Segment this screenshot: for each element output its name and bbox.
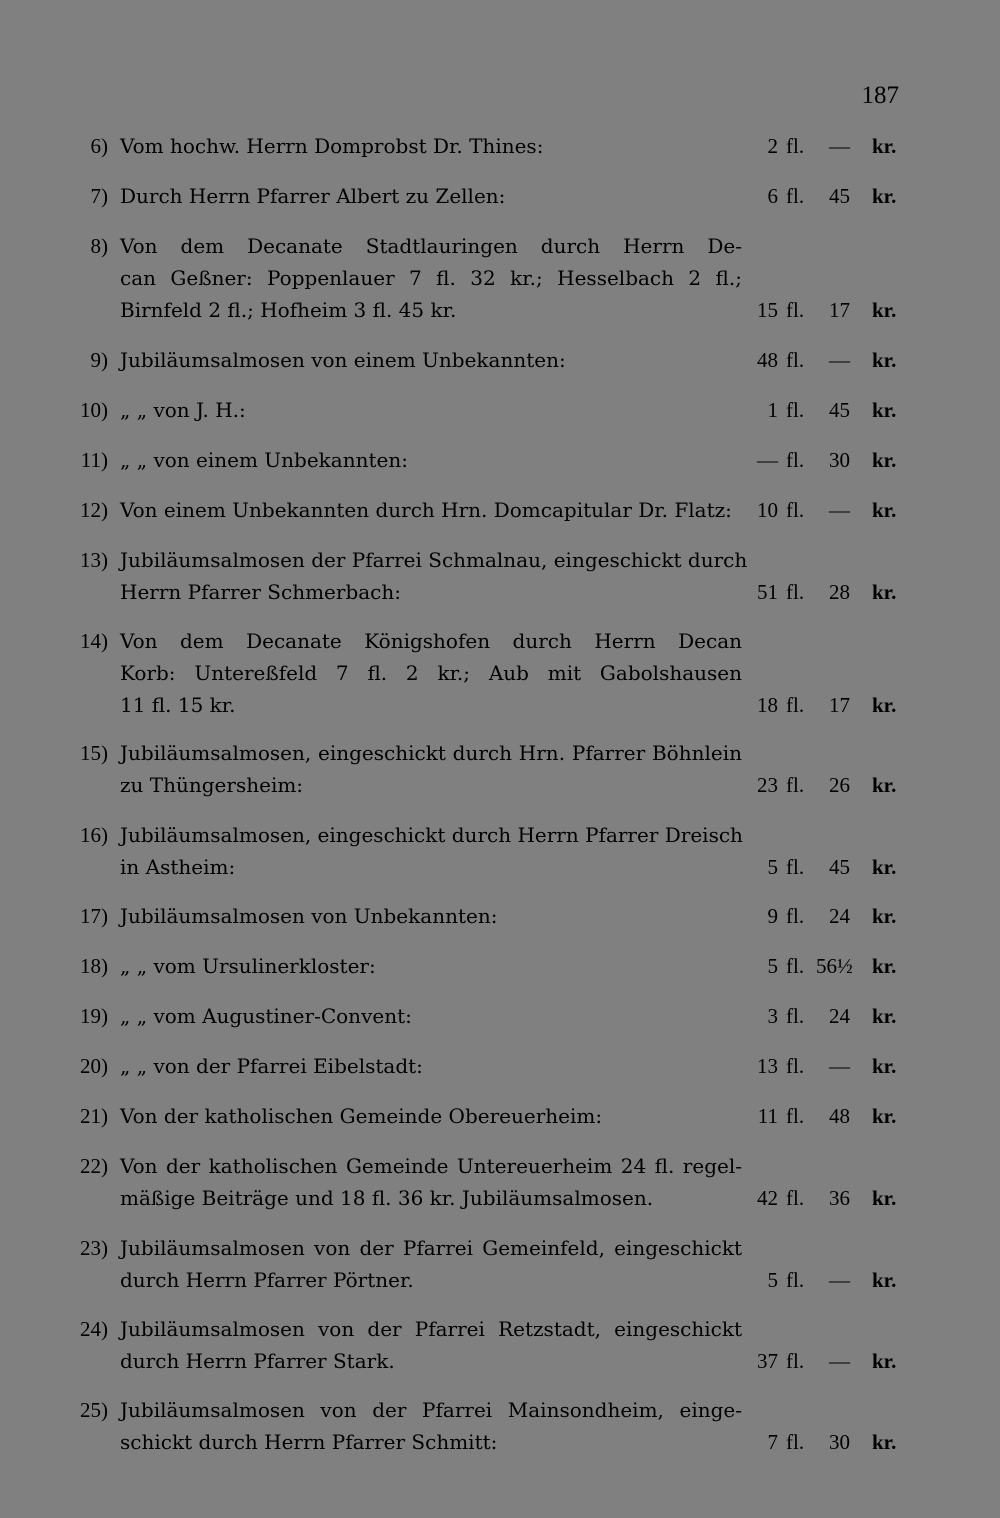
- entry-text: durch Herrn Pfarrer Pörtner.: [120, 1268, 414, 1292]
- amount-kreuzer: 56½: [816, 954, 853, 978]
- entry-text: Von dem Decanate Stadtlauringen durch Herrn De-: [120, 234, 742, 258]
- unit-kreuzer: kr.: [872, 1268, 897, 1292]
- entry-text: Birnfeld 2 fl.; Hofheim 3 fl. 45 kr.: [120, 298, 457, 322]
- entry-line: [0, 1426, 1000, 1458]
- list-item: [0, 1313, 1000, 1377]
- list-item: [0, 1000, 1000, 1032]
- entry-text: durch Herrn Pfarrer Stark.: [120, 1349, 395, 1373]
- unit-kreuzer: kr.: [872, 773, 897, 797]
- entry-text: „ „ vom Ursulinerkloster:: [120, 954, 376, 978]
- list-item: [0, 494, 1000, 526]
- unit-kreuzer: kr.: [872, 498, 897, 522]
- unit-kreuzer: kr.: [872, 348, 897, 372]
- entry-number: 24): [80, 1317, 108, 1341]
- amount-florin: 7: [767, 1430, 778, 1454]
- unit-florin: fl.: [786, 1349, 805, 1373]
- entry-text: zu Thüngersheim:: [120, 773, 304, 797]
- entry-line: [0, 344, 1000, 376]
- unit-florin: fl.: [786, 448, 805, 472]
- unit-florin: fl.: [786, 773, 805, 797]
- entry-line: [0, 1345, 1000, 1377]
- entry-line: [0, 1182, 1000, 1214]
- amount-kreuzer: 45: [829, 398, 850, 422]
- entry-number: 22): [80, 1154, 108, 1178]
- entry-line: [0, 1000, 1000, 1032]
- list-item: [0, 1100, 1000, 1132]
- entry-text: „ „ von einem Unbekannten:: [120, 448, 408, 472]
- entry-line: [0, 262, 1000, 294]
- entry-number: 9): [90, 348, 108, 372]
- entry-text: Jubiläumsalmosen, eingeschickt durch Hrn. Pfarrer Böhnlein: [120, 741, 742, 765]
- entry-line: [0, 576, 1000, 608]
- amount-kreuzer: —: [829, 1268, 850, 1292]
- unit-florin: fl.: [786, 1430, 805, 1454]
- unit-florin: fl.: [786, 580, 805, 604]
- unit-kreuzer: kr.: [872, 855, 897, 879]
- amount-kreuzer: 28: [829, 580, 850, 604]
- entry-text: in Astheim:: [120, 855, 236, 879]
- unit-florin: fl.: [786, 1268, 805, 1292]
- entry-line: [0, 1394, 1000, 1426]
- amount-florin: 10: [757, 498, 778, 522]
- unit-kreuzer: kr.: [872, 1004, 897, 1028]
- amount-kreuzer: —: [829, 134, 850, 158]
- amount-florin: 2: [767, 134, 778, 158]
- entry-text: schickt durch Herrn Pfarrer Schmitt:: [120, 1430, 498, 1454]
- amount-kreuzer: —: [829, 1349, 850, 1373]
- list-item: [0, 819, 1000, 883]
- entry-number: 21): [80, 1104, 108, 1128]
- amount-kreuzer: —: [829, 348, 850, 372]
- entry-number: 18): [80, 954, 108, 978]
- amount-florin: 11: [757, 1104, 778, 1128]
- entry-text: Von der katholischen Gemeinde Obereuerheim:: [120, 1104, 603, 1128]
- entry-number: 14): [80, 629, 108, 653]
- entry-text: Von dem Decanate Königshofen durch Herrn Decan: [120, 629, 742, 653]
- amount-kreuzer: 30: [829, 1430, 850, 1454]
- amount-florin: 15: [757, 298, 778, 322]
- page-number: 187: [861, 82, 899, 109]
- entry-line: [0, 544, 1000, 576]
- entry-text: Jubiläumsalmosen von der Pfarrei Gemeinfeld, eingeschickt: [120, 1236, 742, 1260]
- entry-line: [0, 689, 1000, 721]
- amount-florin: 37: [757, 1349, 778, 1373]
- list-item: [0, 737, 1000, 801]
- entry-number: 7): [90, 184, 108, 208]
- entry-number: 8): [90, 234, 108, 258]
- entry-line: [0, 1264, 1000, 1296]
- amount-florin: 48: [757, 348, 778, 372]
- entry-text: „ „ vom Augustiner-Convent:: [120, 1004, 412, 1028]
- unit-florin: fl.: [786, 855, 805, 879]
- unit-kreuzer: kr.: [872, 580, 897, 604]
- unit-kreuzer: kr.: [872, 1104, 897, 1128]
- entry-number: 23): [80, 1236, 108, 1260]
- amount-kreuzer: 17: [829, 693, 850, 717]
- entry-line: [0, 900, 1000, 932]
- amount-florin: 5: [767, 855, 778, 879]
- entry-text: Jubiläumsalmosen von einem Unbekannten:: [120, 348, 566, 372]
- entry-line: [0, 1100, 1000, 1132]
- unit-florin: fl.: [786, 184, 805, 208]
- amount-kreuzer: 26: [829, 773, 850, 797]
- amount-kreuzer: 17: [829, 298, 850, 322]
- entry-text: Vom hochw. Herrn Domprobst Dr. Thines:: [120, 134, 544, 158]
- entry-number: 16): [80, 823, 108, 847]
- amount-kreuzer: 48: [829, 1104, 850, 1128]
- list-item: [0, 1150, 1000, 1214]
- entry-number: 15): [80, 741, 108, 765]
- entry-text: Jubiläumsalmosen von der Pfarrei Mainsondheim, einge-: [120, 1398, 742, 1422]
- entry-line: [0, 180, 1000, 212]
- entry-line: [0, 1313, 1000, 1345]
- entry-number: 13): [80, 548, 108, 572]
- unit-florin: fl.: [786, 134, 805, 158]
- unit-kreuzer: kr.: [872, 1349, 897, 1373]
- entry-text: Jubiläumsalmosen, eingeschickt durch Herrn Pfarrer Dreisch: [120, 823, 743, 847]
- entry-text: Jubiläumsalmosen von der Pfarrei Retzstadt, eingeschickt: [120, 1317, 742, 1341]
- unit-florin: fl.: [786, 498, 805, 522]
- list-item: [0, 1232, 1000, 1296]
- entry-line: [0, 130, 1000, 162]
- list-item: [0, 130, 1000, 162]
- list-item: [0, 444, 1000, 476]
- amount-florin: 5: [767, 1268, 778, 1292]
- entry-text: „ „ von J. H.:: [120, 398, 246, 422]
- amount-florin: 51: [757, 580, 778, 604]
- amount-kreuzer: —: [829, 498, 850, 522]
- amount-florin: 6: [767, 184, 778, 208]
- amount-florin: 5: [767, 954, 778, 978]
- unit-florin: fl.: [786, 1186, 805, 1210]
- unit-kreuzer: kr.: [872, 1186, 897, 1210]
- unit-kreuzer: kr.: [872, 398, 897, 422]
- list-item: [0, 1050, 1000, 1082]
- unit-kreuzer: kr.: [872, 693, 897, 717]
- entry-number: 17): [80, 904, 108, 928]
- unit-florin: fl.: [786, 1004, 805, 1028]
- amount-florin: 23: [757, 773, 778, 797]
- amount-kreuzer: 30: [829, 448, 850, 472]
- unit-florin: fl.: [786, 693, 805, 717]
- entry-number: 6): [90, 134, 108, 158]
- unit-kreuzer: kr.: [872, 954, 897, 978]
- entry-text: 11 fl. 15 kr.: [120, 693, 236, 717]
- unit-florin: fl.: [786, 1054, 805, 1078]
- amount-florin: 9: [767, 904, 778, 928]
- unit-kreuzer: kr.: [872, 298, 897, 322]
- list-item: [0, 950, 1000, 982]
- unit-kreuzer: kr.: [872, 1430, 897, 1454]
- entry-text: Von der katholischen Gemeinde Untereuerheim 24 fl. regel-: [120, 1154, 742, 1178]
- list-item: [0, 344, 1000, 376]
- amount-florin: 3: [767, 1004, 778, 1028]
- entry-text: Jubiläumsalmosen der Pfarrei Schmalnau, eingeschickt durch: [120, 548, 748, 572]
- amount-kreuzer: 24: [829, 904, 850, 928]
- entry-number: 12): [80, 498, 108, 522]
- entry-number: 11): [80, 448, 108, 472]
- amount-kreuzer: —: [829, 1054, 850, 1078]
- entry-line: [0, 444, 1000, 476]
- list-item: [0, 230, 1000, 326]
- entry-line: [0, 1232, 1000, 1264]
- entry-text: „ „ von der Pfarrei Eibelstadt:: [120, 1054, 423, 1078]
- entry-line: [0, 494, 1000, 526]
- list-item: [0, 394, 1000, 426]
- entry-number: 25): [80, 1398, 108, 1422]
- entry-line: [0, 657, 1000, 689]
- unit-florin: fl.: [786, 398, 805, 422]
- entry-number: 10): [80, 398, 108, 422]
- entry-number: 19): [80, 1004, 108, 1028]
- entry-text: Durch Herrn Pfarrer Albert zu Zellen:: [120, 184, 506, 208]
- unit-kreuzer: kr.: [872, 904, 897, 928]
- list-item: [0, 180, 1000, 212]
- amount-florin: 42: [757, 1186, 778, 1210]
- list-item: [0, 625, 1000, 721]
- entry-line: [0, 1050, 1000, 1082]
- amount-florin: 13: [757, 1054, 778, 1078]
- entry-line: [0, 769, 1000, 801]
- list-item: [0, 1394, 1000, 1458]
- entry-line: [0, 950, 1000, 982]
- amount-florin: 18: [757, 693, 778, 717]
- entry-line: [0, 737, 1000, 769]
- entry-line: [0, 851, 1000, 883]
- unit-kreuzer: kr.: [872, 184, 897, 208]
- entry-text: Von einem Unbekannten durch Hrn. Domcapitular Dr. Flatz:: [120, 498, 732, 522]
- amount-kreuzer: 45: [829, 855, 850, 879]
- entry-text: can Geßner: Poppenlauer 7 fl. 32 kr.; Hesselbach 2 fl.;: [120, 266, 742, 290]
- entry-text: Korb: Untereßfeld 7 fl. 2 kr.; Aub mit Gabolshausen: [120, 661, 742, 685]
- amount-kreuzer: 24: [829, 1004, 850, 1028]
- entry-line: [0, 230, 1000, 262]
- list-item: [0, 544, 1000, 608]
- unit-kreuzer: kr.: [872, 1054, 897, 1078]
- unit-florin: fl.: [786, 348, 805, 372]
- entry-number: 20): [80, 1054, 108, 1078]
- list-item: [0, 900, 1000, 932]
- entry-line: [0, 394, 1000, 426]
- amount-kreuzer: 45: [829, 184, 850, 208]
- entry-text: Herrn Pfarrer Schmerbach:: [120, 580, 401, 604]
- unit-kreuzer: kr.: [872, 448, 897, 472]
- entry-line: [0, 294, 1000, 326]
- unit-florin: fl.: [786, 954, 805, 978]
- unit-kreuzer: kr.: [872, 134, 897, 158]
- amount-florin: —: [757, 448, 778, 472]
- entry-text: Jubiläumsalmosen von Unbekannten:: [120, 904, 498, 928]
- unit-florin: fl.: [786, 904, 805, 928]
- unit-florin: fl.: [786, 298, 805, 322]
- entry-line: [0, 1150, 1000, 1182]
- amount-kreuzer: 36: [829, 1186, 850, 1210]
- entry-line: [0, 819, 1000, 851]
- entry-text: mäßige Beiträge und 18 fl. 36 kr. Jubiläumsalmosen.: [120, 1186, 654, 1210]
- unit-florin: fl.: [786, 1104, 805, 1128]
- amount-florin: 1: [767, 398, 778, 422]
- entry-line: [0, 625, 1000, 657]
